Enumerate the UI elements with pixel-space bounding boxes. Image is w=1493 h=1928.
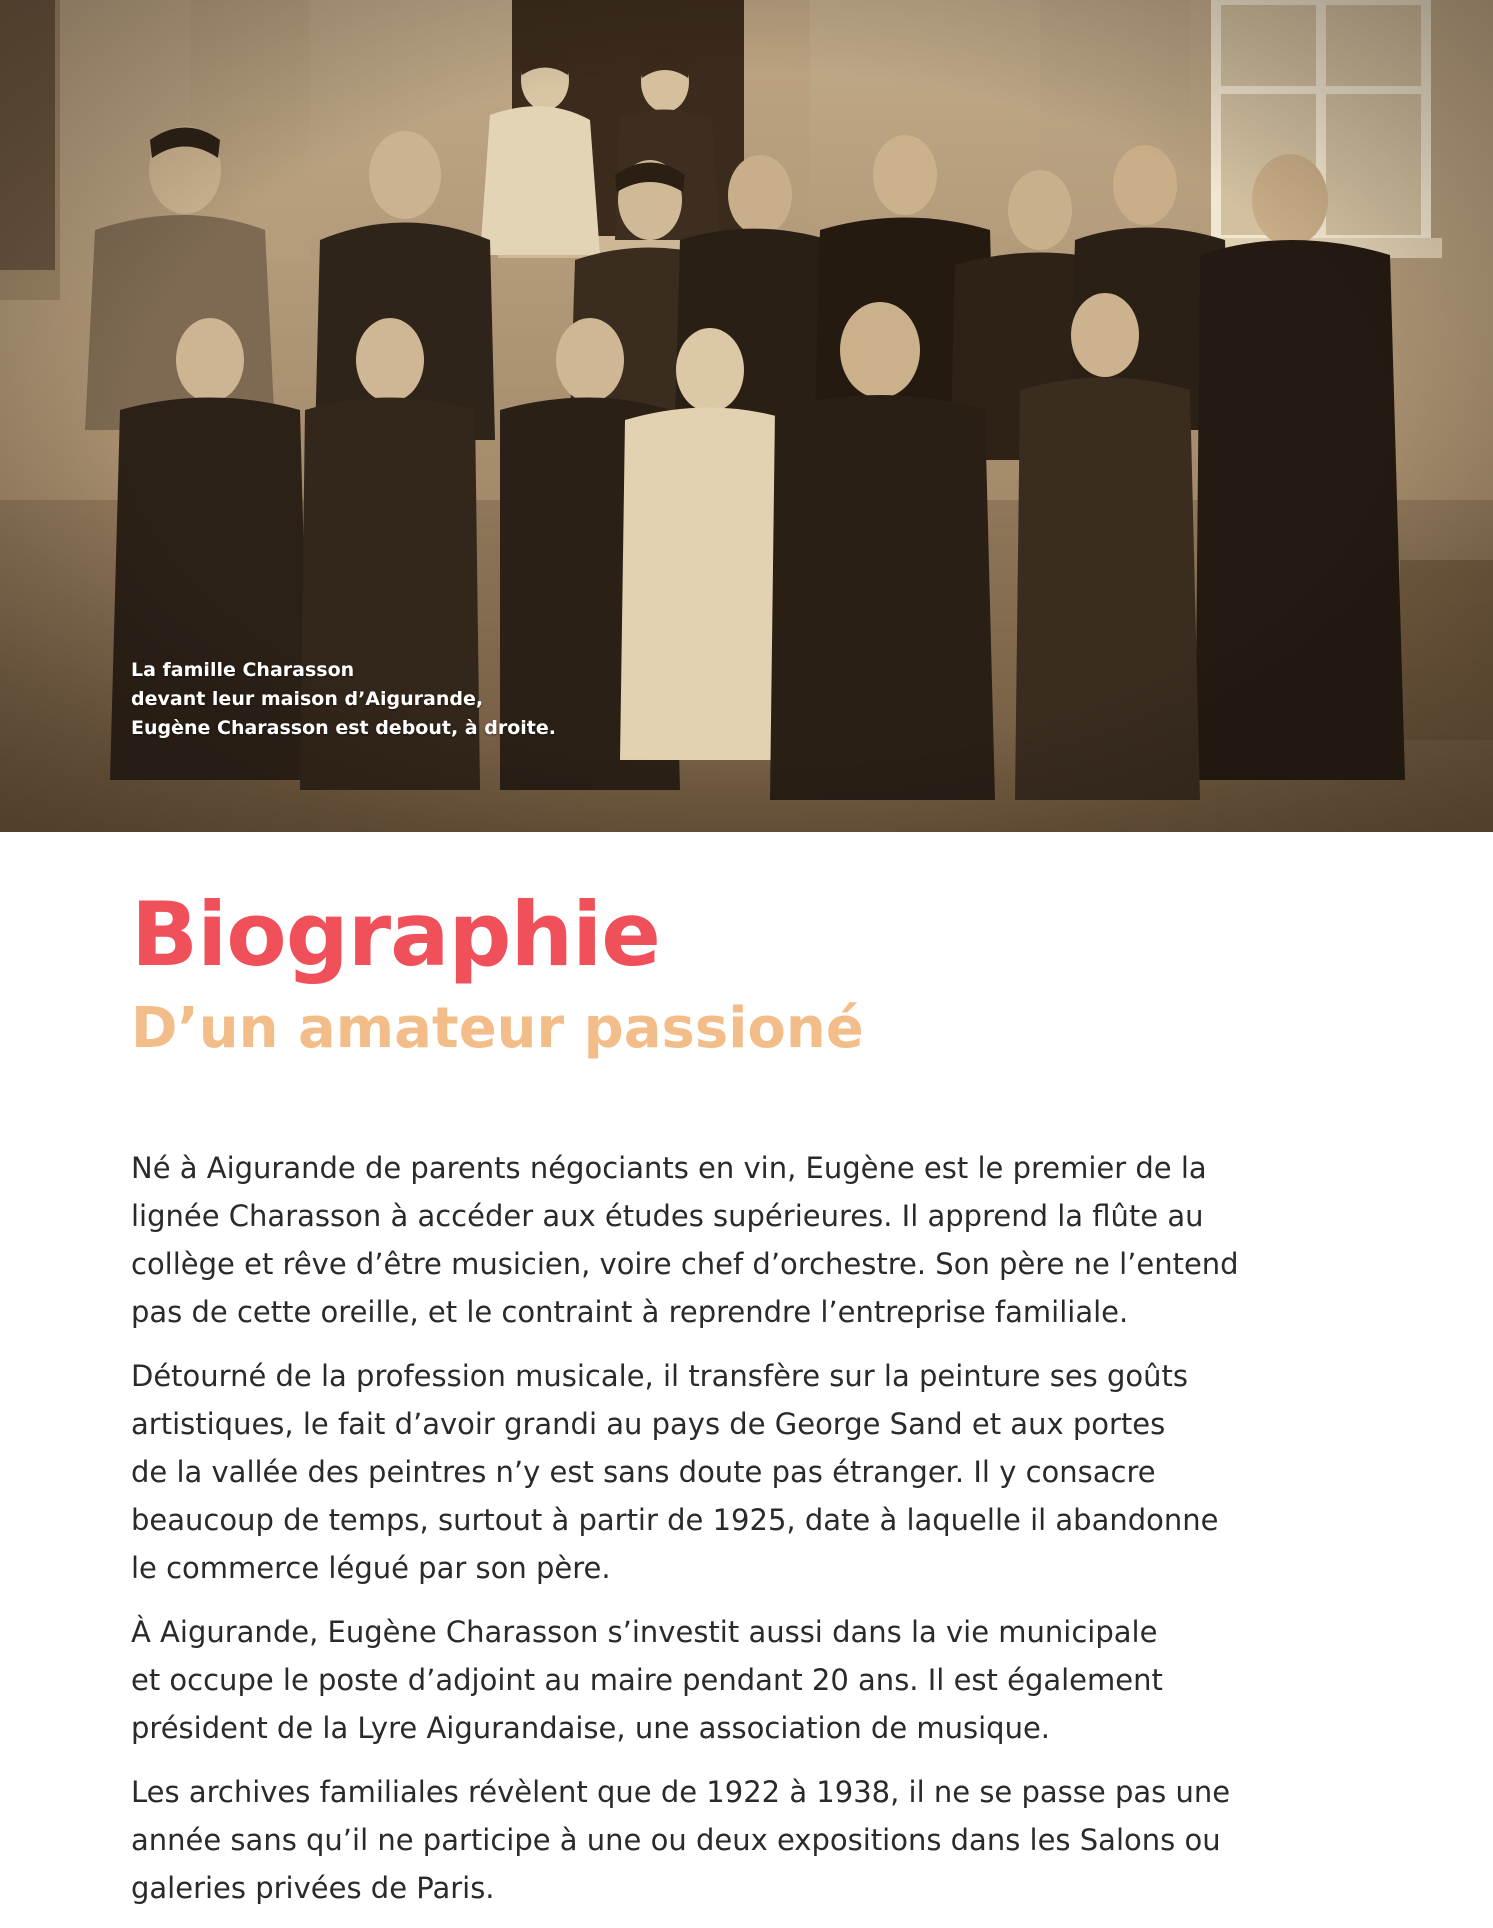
caption-line: Eugène Charasson est debout, à droite.: [131, 717, 556, 739]
text-line: pas de cette oreille, et le contraint à reprendre l’entreprise familiale.: [131, 1295, 1129, 1329]
caption-line: La famille Charasson: [131, 659, 355, 681]
paragraph: [131, 1768, 1361, 1912]
text-line: de la vallée des peintres n’y est sans doute pas étranger. Il y consacre: [131, 1455, 1156, 1489]
photo-caption: [131, 656, 631, 743]
text-line: lignée Charasson à accéder aux études supérieures. Il apprend la flûte au: [131, 1199, 1204, 1233]
text-line: artistiques, le fait d’avoir grandi au pays de George Sand et aux portes: [131, 1407, 1166, 1441]
paragraph: [131, 1144, 1361, 1336]
text-line: beaucoup de temps, surtout à partir de 1925, date à laquelle il abandonne: [131, 1503, 1219, 1537]
text-line: année sans qu’il ne participe à une ou deux expositions dans les Salons ou: [131, 1823, 1221, 1857]
text-line: Détourné de la profession musicale, il transfère sur la peinture ses goûts: [131, 1359, 1189, 1393]
text-line: Les archives familiales révèlent que de 1922 à 1938, il ne se passe pas une: [131, 1775, 1231, 1809]
text-line: président de la Lyre Aigurandaise, une association de musique.: [131, 1711, 1051, 1745]
paragraph: [131, 1352, 1361, 1592]
text-line: collège et rêve d’être musicien, voire chef d’orchestre. Son père ne l’entend: [131, 1247, 1239, 1281]
page-title: Biographie: [131, 883, 660, 986]
family-photo: [0, 0, 1493, 832]
text-line: Né à Aigurande de parents négociants en vin, Eugène est le premier de la: [131, 1151, 1207, 1185]
text-line: le commerce légué par son père.: [131, 1551, 611, 1585]
text-line: galeries privées de Paris.: [131, 1871, 495, 1905]
page-subtitle: D’un amateur passioné: [131, 996, 864, 1061]
paragraph: [131, 1608, 1361, 1752]
text-line: À Aigurande, Eugène Charasson s’investit aussi dans la vie municipale: [131, 1615, 1158, 1649]
text-line: et occupe le poste d’adjoint au maire pendant 20 ans. Il est également: [131, 1663, 1163, 1697]
caption-line: devant leur maison d’Aigurande,: [131, 688, 484, 710]
biography-text: [131, 1144, 1361, 1928]
